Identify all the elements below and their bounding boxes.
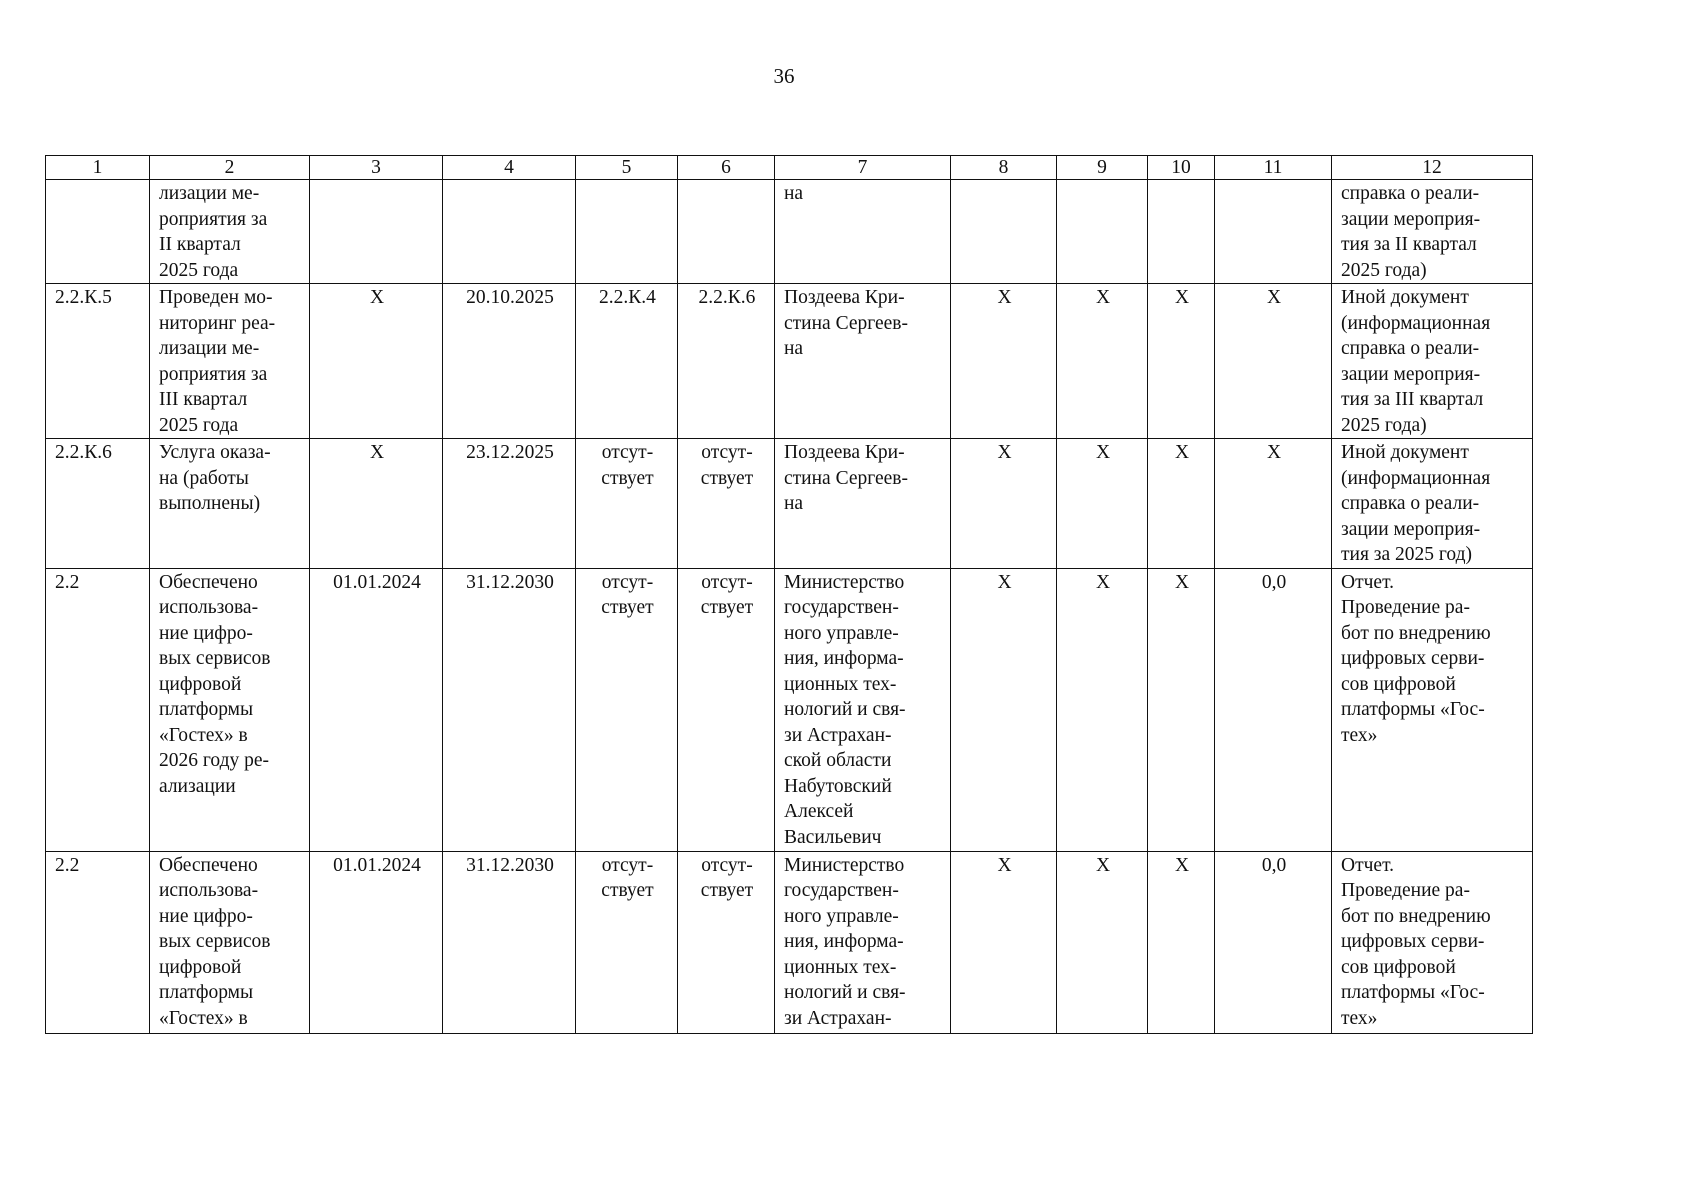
column-header: 2 <box>150 156 310 180</box>
column-header: 12 <box>1332 156 1533 180</box>
cell-id: 2.2 <box>46 851 150 1033</box>
page-number: 36 <box>773 64 795 88</box>
column-header: 10 <box>1148 156 1215 180</box>
column-header: 9 <box>1057 156 1148 180</box>
cell-responsible: Поздеева Кри- стина Сергеев- на <box>775 439 951 569</box>
cell-document: Отчет. Проведение ра- бот по внедрению цифровых серви- сов цифровой платформы «Гос- тех» <box>1332 851 1533 1033</box>
cell-responsible: на <box>775 180 951 284</box>
table-row <box>46 284 1533 439</box>
cell-start <box>310 180 443 284</box>
cell-col11: 0,0 <box>1215 851 1332 1033</box>
column-header: 4 <box>443 156 576 180</box>
cell-responsible: Министерство государствен- ного управле- ния, информа- ционных тех- нологий и свя- зи Астрахан- ской области Набутовский Алексей Васильевич <box>775 568 951 851</box>
cell-col11 <box>1215 180 1332 284</box>
cell-col11: X <box>1215 284 1332 439</box>
cell-start: X <box>310 284 443 439</box>
cell-id <box>46 180 150 284</box>
column-header: 1 <box>46 156 150 180</box>
cell-start: 01.01.2024 <box>310 851 443 1033</box>
cell-end: 23.12.2025 <box>443 439 576 569</box>
cell-col8: X <box>951 851 1057 1033</box>
table-row <box>46 851 1533 1033</box>
cell-responsible: Министерство государствен- ного управле- ния, информа- ционных тех- нологий и свя- зи Астрахан- <box>775 851 951 1033</box>
cell-start: X <box>310 439 443 569</box>
cell-start: 01.01.2024 <box>310 568 443 851</box>
table-row <box>46 439 1533 569</box>
column-header: 5 <box>576 156 678 180</box>
cell-successor: отсут- ствует <box>678 568 775 851</box>
table-row <box>46 180 1533 284</box>
column-number-row <box>46 156 1533 180</box>
cell-name: Обеспечено использова- ние цифро- вых сервисов цифровой платформы «Гостех» в 2026 году ре- ализации <box>150 568 310 851</box>
cell-successor: отсут- ствует <box>678 439 775 569</box>
cell-col8: X <box>951 284 1057 439</box>
cell-col9: X <box>1057 284 1148 439</box>
cell-col11: 0,0 <box>1215 568 1332 851</box>
cell-predecessor: отсут- ствует <box>576 568 678 851</box>
cell-successor <box>678 180 775 284</box>
cell-col9: X <box>1057 568 1148 851</box>
cell-successor: 2.2.К.6 <box>678 284 775 439</box>
cell-col9: X <box>1057 439 1148 569</box>
cell-predecessor <box>576 180 678 284</box>
cell-id: 2.2.К.5 <box>46 284 150 439</box>
cell-col8: X <box>951 439 1057 569</box>
column-header: 6 <box>678 156 775 180</box>
cell-predecessor: отсут- ствует <box>576 851 678 1033</box>
cell-successor: отсут- ствует <box>678 851 775 1033</box>
cell-document: Иной документ (информационная справка о реали- зации мероприя- тия за 2025 год) <box>1332 439 1533 569</box>
cell-col10: X <box>1148 439 1215 569</box>
cell-name: лизации ме- роприятия за II квартал 2025 года <box>150 180 310 284</box>
cell-name: Проведен мо- ниторинг реа- лизации ме- роприятия за III квартал 2025 года <box>150 284 310 439</box>
cell-col8: X <box>951 568 1057 851</box>
cell-col10: X <box>1148 568 1215 851</box>
cell-end: 31.12.2030 <box>443 568 576 851</box>
cell-name: Обеспечено использова- ние цифро- вых сервисов цифровой платформы «Гостех» в <box>150 851 310 1033</box>
cell-responsible: Поздеева Кри- стина Сергеев- на <box>775 284 951 439</box>
cell-document: Иной документ (информационная справка о реали- зации мероприя- тия за III квартал 2025 года) <box>1332 284 1533 439</box>
cell-end <box>443 180 576 284</box>
cell-col8 <box>951 180 1057 284</box>
cell-end: 20.10.2025 <box>443 284 576 439</box>
cell-col9 <box>1057 180 1148 284</box>
cell-document: справка о реали- зации мероприя- тия за II квартал 2025 года) <box>1332 180 1533 284</box>
cell-end: 31.12.2030 <box>443 851 576 1033</box>
cell-col11: X <box>1215 439 1332 569</box>
cell-col9: X <box>1057 851 1148 1033</box>
cell-col10: X <box>1148 284 1215 439</box>
column-header: 3 <box>310 156 443 180</box>
cell-name: Услуга оказа- на (работы выполнены) <box>150 439 310 569</box>
cell-id: 2.2 <box>46 568 150 851</box>
column-header: 11 <box>1215 156 1332 180</box>
measures-table <box>45 155 1533 1034</box>
cell-predecessor: отсут- ствует <box>576 439 678 569</box>
cell-id: 2.2.К.6 <box>46 439 150 569</box>
cell-col10 <box>1148 180 1215 284</box>
cell-predecessor: 2.2.К.4 <box>576 284 678 439</box>
column-header: 8 <box>951 156 1057 180</box>
table-row <box>46 568 1533 851</box>
column-header: 7 <box>775 156 951 180</box>
cell-col10: X <box>1148 851 1215 1033</box>
cell-document: Отчет. Проведение ра- бот по внедрению цифровых серви- сов цифровой платформы «Гос- тех» <box>1332 568 1533 851</box>
